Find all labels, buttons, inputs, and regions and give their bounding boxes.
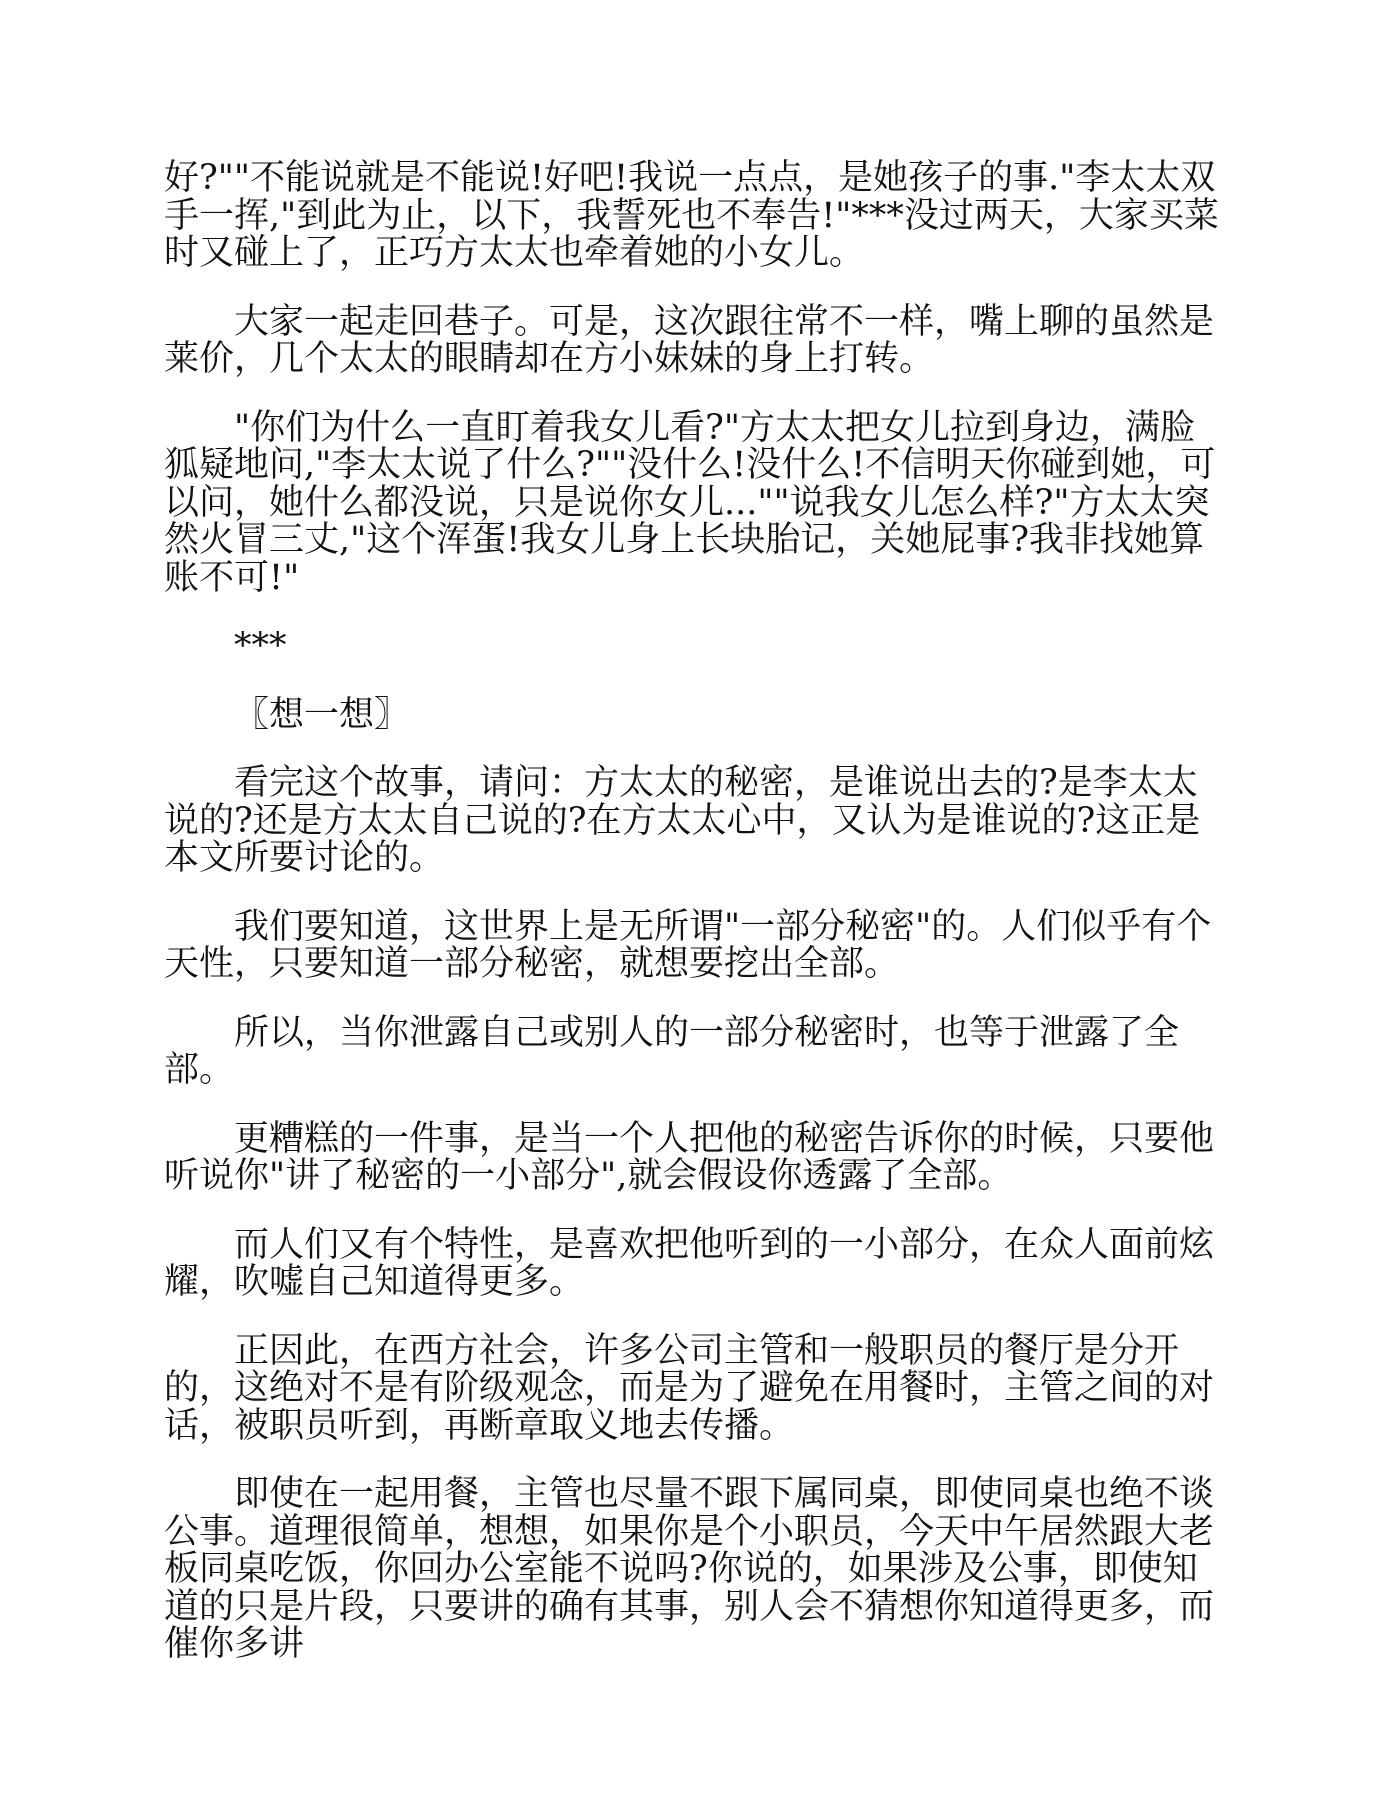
paragraph-2: 大家一起走回巷子。可是，这次跟往常不一样，嘴上聊的虽然是莱价，几个太太的眼睛却在方小妹妹的身上打转。 — [164, 301, 1215, 379]
paragraph-5: 我们要知道，这世界上是无所谓"一部分秘密"的。人们似乎有个天性，只要知道一部分秘密，就想要挖出全部。 — [164, 906, 1212, 984]
paragraph-3: "你们为什么一直盯着我女儿看?"方太太把女儿拉到身边，满脸狐疑地问,"李太太说了什么?""没什么!没什么!不信明天你碰到她，可以问，她什么都没说，只是说你女儿...""说我女儿怎么样?"方太太突然火冒三丈,"这个浑蛋!我女儿身上长块胎记，关她屁事?我非找她算账不可!" — [164, 407, 1216, 598]
paragraph-10: 即使在一起用餐，主管也尽量不跟下属同桌，即使同桌也绝不谈公事。道理很简单，想想，如果你是个小职员，今天中午居然跟大老板同桌吃饭，你回办公室能不说吗?你说的，如果涉及公事，即使知道的只是片段，只要讲的确有其事，别人会不猜想你知道得更多，而催你多讲 — [164, 1474, 1215, 1664]
document-page — [164, 160, 1224, 1695]
section-separator: *** — [234, 626, 287, 666]
paragraph-7: 更糟糕的一件事，是当一个人把他的秘密告诉你的时候，只要他听说你"讲了秘密的一小部分",就会假设你透露了全部。 — [164, 1118, 1215, 1196]
paragraph-4: 看完这个故事，请问：方太太的秘密，是谁说出去的?是李太太说的?还是方太太自己说的?在方太太心中，又认为是谁说的?这正是本文所要讨论的。 — [164, 763, 1201, 878]
section-heading: 〖想一想〗 — [234, 694, 410, 735]
paragraph-8: 而人们又有个特性，是喜欢把他听到的一小部分，在众人面前炫耀，吹嘘自己知道得更多。 — [164, 1224, 1215, 1302]
paragraph-1: 好?""不能说就是不能说!好吧!我说一点点，是她孩子的事."李太太双手一挥,"到此为止，以下，我誓死也不奉告!"***没过两天，大家买菜时又碰上了，正巧方太太也牵着她的小女儿。 — [164, 158, 1219, 273]
paragraph-6: 所以，当你泄露自己或别人的一部分秘密时，也等于泄露了全部。 — [164, 1012, 1180, 1090]
paragraph-9: 正因此，在西方社会，许多公司主管和一般职员的餐厅是分开的，这绝对不是有阶级观念，而是为了避免在用餐时，主管之间的对话，被职员听到，再断章取义地去传播。 — [164, 1330, 1215, 1446]
